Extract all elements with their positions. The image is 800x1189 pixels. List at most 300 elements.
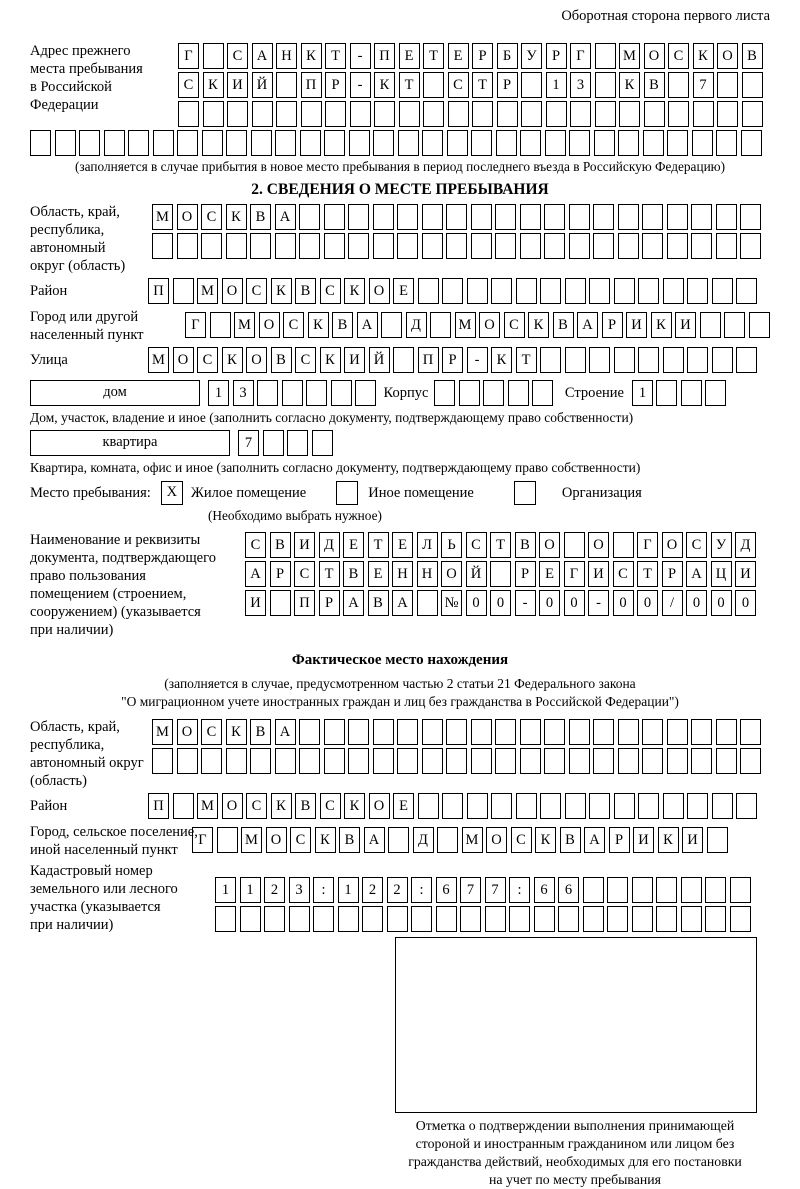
district-row (148, 278, 761, 304)
char-cell (593, 719, 614, 745)
char-cell: М (148, 347, 169, 373)
char-cell (667, 233, 688, 259)
char-cell: И (626, 312, 647, 338)
label-line: при наличии) (30, 916, 114, 933)
char-cell: С (178, 72, 199, 98)
char-cell (618, 204, 639, 230)
label-line: земельного или лесного (30, 880, 178, 897)
label-line: места пребывания (30, 60, 143, 77)
char-cell (299, 204, 320, 230)
char-cell (540, 793, 561, 819)
char-cell (257, 380, 278, 406)
char-cell (613, 532, 634, 558)
prev-address-row-4 (30, 130, 770, 156)
region-row-2 (152, 233, 765, 259)
label-line: Область, край, (30, 204, 120, 220)
char-cell (644, 101, 665, 127)
char-cell: К (693, 43, 714, 69)
street-row (148, 347, 761, 373)
char-cell: Г (570, 43, 591, 69)
char-cell: С (668, 43, 689, 69)
label-line: право пользования (30, 567, 146, 584)
char-cell: Е (393, 793, 414, 819)
char-cell (152, 233, 173, 259)
char-cell: Р (515, 561, 536, 587)
char-cell (226, 130, 247, 156)
char-cell: Е (448, 43, 469, 69)
char-cell (300, 130, 321, 156)
char-cell: И (588, 561, 609, 587)
char-cell (331, 380, 352, 406)
char-cell (589, 278, 610, 304)
char-cell (418, 278, 439, 304)
char-cell: У (711, 532, 732, 558)
document-grid (245, 532, 760, 619)
char-cell (173, 793, 194, 819)
char-cell (712, 347, 733, 373)
region-row-1 (152, 204, 765, 230)
char-cell (540, 278, 561, 304)
char-cell: - (515, 590, 536, 616)
prev-address-row-3 (178, 101, 766, 127)
char-cell: У (521, 43, 542, 69)
fact-region-label (30, 719, 152, 791)
region-label (30, 204, 152, 276)
char-cell: О (177, 204, 198, 230)
char-cell: К (271, 278, 292, 304)
char-cell: С (511, 827, 532, 853)
char-cell: О (222, 793, 243, 819)
char-cell (446, 233, 467, 259)
char-cell: 0 (686, 590, 707, 616)
korpus-label: Корпус (383, 384, 429, 401)
char-cell (495, 233, 516, 259)
fact-district-label: Район (30, 797, 68, 814)
char-cell: Г (178, 43, 199, 69)
char-cell: Г (192, 827, 213, 853)
char-cell (520, 204, 541, 230)
char-cell (614, 278, 635, 304)
char-cell (373, 719, 394, 745)
char-cell: К (658, 827, 679, 853)
char-cell (705, 906, 726, 932)
char-cell: 7 (485, 877, 506, 903)
char-cell (534, 906, 555, 932)
char-cell (667, 748, 688, 774)
label-line: участка (указывается (30, 898, 161, 915)
char-cell (691, 233, 712, 259)
char-cell: В (270, 532, 291, 558)
char-cell: Р (602, 312, 623, 338)
char-cell: В (332, 312, 353, 338)
cadastral-block (30, 863, 770, 935)
char-cell: В (368, 590, 389, 616)
char-cell (437, 827, 458, 853)
char-cell: К (344, 793, 365, 819)
char-cell: М (152, 204, 173, 230)
label-line: Кадастровый номер (30, 862, 153, 879)
char-cell (398, 130, 419, 156)
char-cell: Й (466, 561, 487, 587)
district-block (30, 278, 770, 307)
char-cell: № (441, 590, 462, 616)
char-cell (656, 380, 677, 406)
char-cell (276, 72, 297, 98)
char-cell (595, 43, 616, 69)
char-cell: 0 (564, 590, 585, 616)
char-cell: И (682, 827, 703, 853)
char-cell: К (271, 793, 292, 819)
char-cell: Й (252, 72, 273, 98)
char-cell: Д (406, 312, 427, 338)
char-cell: С (466, 532, 487, 558)
char-cell (299, 748, 320, 774)
stroenie-cells (632, 380, 730, 406)
char-cell: К (308, 312, 329, 338)
char-cell: С (197, 347, 218, 373)
fact-region-grid (152, 719, 765, 777)
char-cell (520, 130, 541, 156)
char-cell (521, 72, 542, 98)
char-cell (306, 380, 327, 406)
char-cell (227, 101, 248, 127)
char-cell (491, 793, 512, 819)
char-cell: М (197, 278, 218, 304)
fact-city-row (192, 827, 731, 853)
char-cell (642, 204, 663, 230)
char-cell (667, 204, 688, 230)
char-cell (289, 906, 310, 932)
char-cell: К (203, 72, 224, 98)
label-line: автономный округ (30, 755, 144, 771)
char-cell (544, 204, 565, 230)
char-cell: 1 (546, 72, 567, 98)
char-cell (691, 719, 712, 745)
char-cell (495, 204, 516, 230)
house-cells (208, 380, 380, 406)
fact-region-block (30, 719, 770, 791)
region-grid (152, 204, 765, 262)
prev-address-grid (178, 43, 766, 130)
char-cell: Р (609, 827, 630, 853)
char-cell (178, 101, 199, 127)
char-cell (618, 719, 639, 745)
char-cell (217, 827, 238, 853)
char-cell (472, 101, 493, 127)
label-line: Город, сельское поселение, (30, 823, 198, 840)
char-cell (324, 233, 345, 259)
char-cell: П (301, 72, 322, 98)
char-cell: К (320, 347, 341, 373)
char-cell: 2 (362, 877, 383, 903)
stay-type-option-other-label: Иное помещение (368, 484, 474, 501)
char-cell (663, 347, 684, 373)
char-cell (348, 233, 369, 259)
char-cell (558, 906, 579, 932)
char-cell: О (479, 312, 500, 338)
char-cell: Е (343, 532, 364, 558)
char-cell (313, 906, 334, 932)
char-cell: Р (497, 72, 518, 98)
char-cell (491, 278, 512, 304)
fact-location-caption (30, 675, 770, 711)
char-cell: П (294, 590, 315, 616)
label-line: документа, подтверждающего (30, 549, 216, 566)
char-cell (520, 748, 541, 774)
char-cell (495, 748, 516, 774)
char-cell (362, 906, 383, 932)
char-cell (79, 130, 100, 156)
char-cell: 1 (240, 877, 261, 903)
char-cell (490, 561, 511, 587)
char-cell (483, 380, 504, 406)
char-cell: Н (417, 561, 438, 587)
char-cell: С (320, 278, 341, 304)
char-cell: В (250, 719, 271, 745)
char-cell (569, 719, 590, 745)
char-cell (459, 380, 480, 406)
char-cell (740, 719, 761, 745)
char-cell (275, 748, 296, 774)
char-cell (282, 380, 303, 406)
stay-type-option-residential-label: Жилое помещение (190, 484, 307, 501)
char-cell: С (201, 719, 222, 745)
fact-district-row (148, 793, 761, 819)
char-cell (544, 719, 565, 745)
char-cell: А (275, 204, 296, 230)
label-line: (область) (30, 772, 87, 789)
char-cell (348, 748, 369, 774)
char-cell (240, 906, 261, 932)
char-cell (397, 204, 418, 230)
char-cell: С (294, 561, 315, 587)
char-cell (687, 793, 708, 819)
char-cell: О (441, 561, 462, 587)
char-cell: А (364, 827, 385, 853)
char-cell (712, 793, 733, 819)
char-cell: В (271, 347, 292, 373)
house-box: дом (30, 380, 200, 406)
char-cell: 0 (466, 590, 487, 616)
cadastral-label (30, 863, 215, 935)
label-line: Отметка о подтверждении выполнения принимающей (415, 1117, 735, 1133)
char-cell (583, 906, 604, 932)
char-cell (509, 906, 530, 932)
char-cell (338, 906, 359, 932)
char-cell: Е (399, 43, 420, 69)
label-line: при наличии) (30, 621, 114, 638)
char-cell (740, 204, 761, 230)
char-cell (173, 278, 194, 304)
char-cell: В (343, 561, 364, 587)
char-cell (607, 906, 628, 932)
char-cell: А (392, 590, 413, 616)
char-cell (614, 793, 635, 819)
char-cell: С (246, 278, 267, 304)
section2-title: 2. СВЕДЕНИЯ О МЕСТЕ ПРЕБЫВАНИЯ (251, 181, 549, 198)
city-block (30, 309, 770, 345)
char-cell: Г (564, 561, 585, 587)
char-cell: К (222, 347, 243, 373)
char-cell: О (173, 347, 194, 373)
char-cell: П (148, 793, 169, 819)
char-cell: А (357, 312, 378, 338)
char-cell (656, 877, 677, 903)
label-line: Область, край, (30, 719, 120, 736)
char-cell: О (246, 347, 267, 373)
char-cell: 7 (693, 72, 714, 98)
char-cell: С (504, 312, 525, 338)
char-cell (740, 748, 761, 774)
char-cell: Б (497, 43, 518, 69)
char-cell: С (448, 72, 469, 98)
char-cell: М (455, 312, 476, 338)
char-cell: 1 (338, 877, 359, 903)
char-cell: 6 (534, 877, 555, 903)
char-cell (442, 793, 463, 819)
char-cell: О (266, 827, 287, 853)
char-cell (417, 590, 438, 616)
char-cell (201, 233, 222, 259)
char-cell (663, 278, 684, 304)
char-cell (226, 748, 247, 774)
label-line: автономный (30, 239, 106, 256)
char-cell: О (486, 827, 507, 853)
char-cell (532, 380, 553, 406)
char-cell (153, 130, 174, 156)
char-cell (397, 748, 418, 774)
char-cell: И (633, 827, 654, 853)
char-cell (583, 877, 604, 903)
fact-location-title: Фактическое место нахождения (291, 651, 509, 668)
char-cell (418, 793, 439, 819)
char-cell (700, 312, 721, 338)
char-cell: 1 (208, 380, 229, 406)
char-cell: Л (417, 532, 438, 558)
char-cell: А (686, 561, 707, 587)
char-cell (252, 101, 273, 127)
label-line: на учет по месту пребывания (489, 1171, 661, 1187)
char-cell: 0 (539, 590, 560, 616)
char-cell: - (350, 72, 371, 98)
char-cell: А (275, 719, 296, 745)
char-cell (595, 72, 616, 98)
char-cell (423, 101, 444, 127)
char-cell: В (644, 72, 665, 98)
char-cell (520, 233, 541, 259)
char-cell (373, 748, 394, 774)
char-cell: С (227, 43, 248, 69)
char-cell (496, 130, 517, 156)
char-cell: Т (516, 347, 537, 373)
char-cell: К (374, 72, 395, 98)
char-cell: С (283, 312, 304, 338)
char-cell: И (344, 347, 365, 373)
char-cell (730, 906, 751, 932)
char-cell (287, 430, 308, 456)
char-cell (687, 347, 708, 373)
label-line: республика, (30, 737, 105, 754)
char-cell: Р (662, 561, 683, 587)
char-cell: К (344, 278, 365, 304)
char-cell: Е (392, 532, 413, 558)
char-cell (324, 748, 345, 774)
char-cell (638, 793, 659, 819)
prev-address-caption: (заполняется в случае прибытия в новое место пребывания в период последнего въезда в Российскую Федерацию) (74, 159, 726, 174)
char-cell (422, 130, 443, 156)
page-header-note: Оборотная сторона первого листа (561, 8, 770, 24)
char-cell (422, 748, 443, 774)
cadastral-row-2 (215, 906, 754, 932)
char-cell (210, 312, 231, 338)
char-cell (471, 748, 492, 774)
char-cell (642, 748, 663, 774)
char-cell (411, 906, 432, 932)
char-cell: О (717, 43, 738, 69)
char-cell (348, 719, 369, 745)
char-cell (128, 130, 149, 156)
char-cell (430, 312, 451, 338)
char-cell: М (197, 793, 218, 819)
char-cell (593, 748, 614, 774)
char-cell (387, 906, 408, 932)
char-cell (693, 101, 714, 127)
fact-city-block (30, 824, 770, 860)
fact-district-block (30, 793, 770, 822)
char-cell: В (515, 532, 536, 558)
char-cell: 3 (289, 877, 310, 903)
char-cell: С (290, 827, 311, 853)
char-cell (691, 204, 712, 230)
char-cell (152, 748, 173, 774)
char-cell: Д (413, 827, 434, 853)
char-cell (516, 278, 537, 304)
char-cell (716, 719, 737, 745)
char-cell (485, 906, 506, 932)
char-cell: К (226, 719, 247, 745)
char-cell: И (245, 590, 266, 616)
char-cell (667, 130, 688, 156)
char-cell: М (462, 827, 483, 853)
char-cell (393, 347, 414, 373)
char-cell (716, 748, 737, 774)
char-cell (324, 130, 345, 156)
char-cell (448, 101, 469, 127)
char-cell: П (374, 43, 395, 69)
char-cell: М (619, 43, 640, 69)
char-cell (471, 233, 492, 259)
char-cell: И (294, 532, 315, 558)
char-cell (730, 877, 751, 903)
char-cell: В (250, 204, 271, 230)
char-cell: К (301, 43, 322, 69)
char-cell (546, 101, 567, 127)
char-cell (276, 101, 297, 127)
char-cell (373, 233, 394, 259)
char-cell: С (201, 204, 222, 230)
char-cell (373, 130, 394, 156)
char-cell (668, 72, 689, 98)
char-cell: Е (393, 278, 414, 304)
char-cell (374, 101, 395, 127)
char-cell (638, 347, 659, 373)
char-cell (324, 204, 345, 230)
char-cell (589, 793, 610, 819)
char-cell: Р (319, 590, 340, 616)
char-cell: А (245, 561, 266, 587)
char-cell: 6 (436, 877, 457, 903)
char-cell: С (295, 347, 316, 373)
